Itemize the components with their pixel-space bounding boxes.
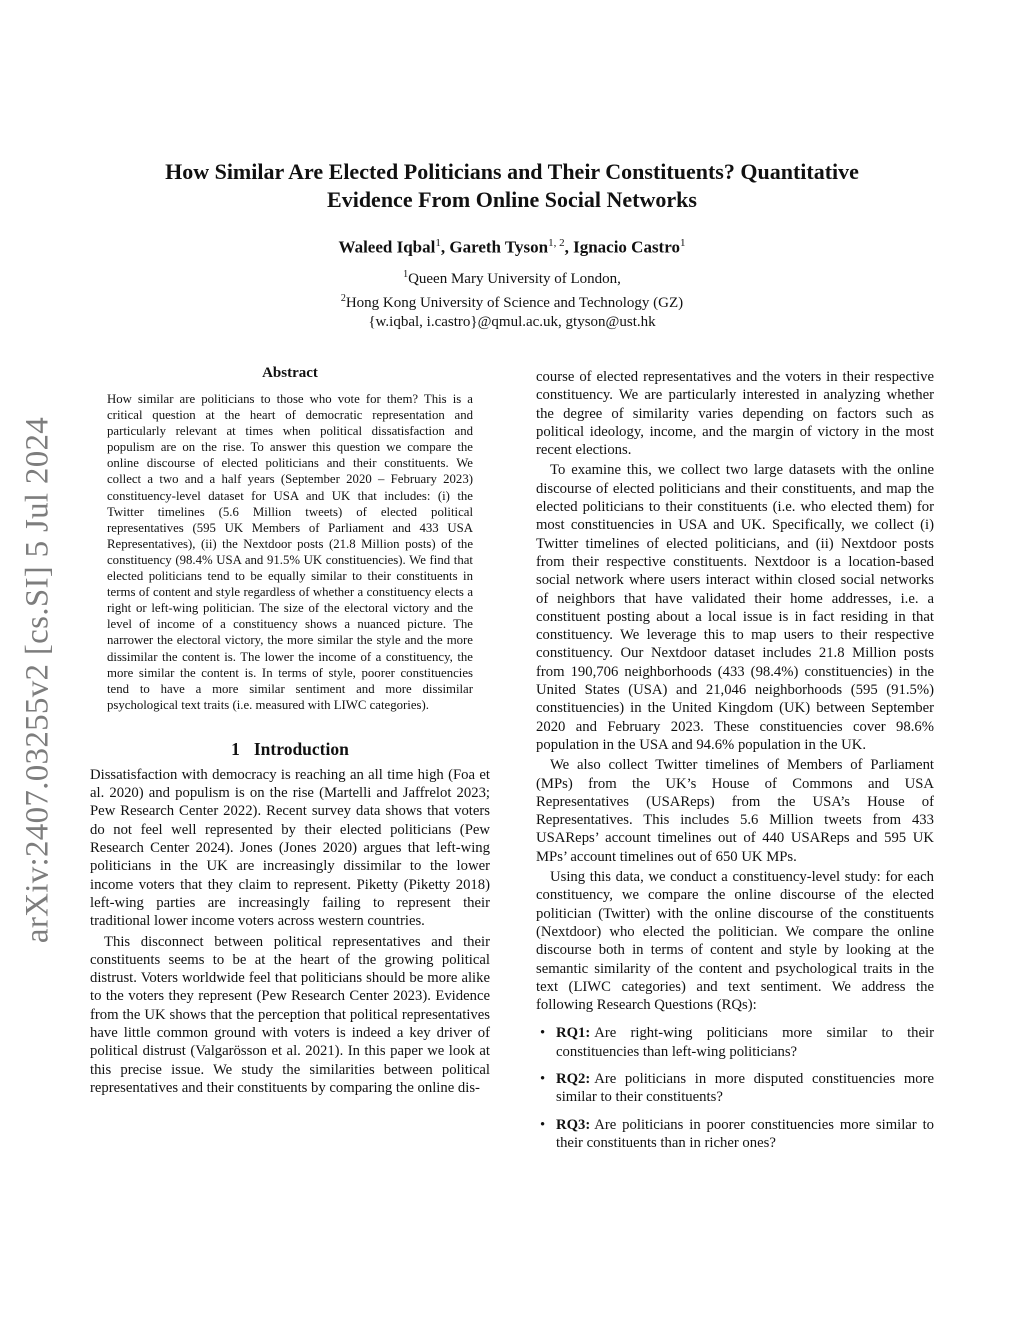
section-number: 1 [231,738,240,759]
affiliations [100,265,924,332]
paragraph: This disconnect between political representatives and their constituents seems to be at the heart of the growing political distrust. Voters worldwide feel that politicians should be more alike to the voters they represent (Pew Research Center 2023). Evidence from the UK shows that the perception that political representatives have little common ground with voters is indeed a key driver of political distrust (Valgarösson et al. 2021). In this paper we look at this precise issue. We study the similarities between political representatives and their constituents by comparing the online dis- [90,933,490,1096]
author-list: Waleed Iqbal$^1$, Gareth Tyson$^{1, 2}$, Ignacio Castro$^1$ [338,237,686,257]
right-column [536,368,934,1161]
affiliation-1 [100,265,924,289]
author-affil-mark: 1, 2 [548,237,565,249]
left-column [90,365,490,1097]
bullet-icon: • [540,1116,546,1133]
paragraph: course of elected representatives and the voters in their respective constituency. We are particularly interested in analyzing whether the degree of similarity varies depending on factors such as political ideology, income, and the margin of victory in the most recent elections. [536,369,934,459]
list-item [536,1024,934,1061]
abstract-text: How similar are politicians to those who vote for them? This is a critical question at the heart of democratic representation and particularly relevant at times when political dissatisfaction and populism are on the rise. To answer this question we compare the online discourse of elected politicians and their constituents. We collect a two and a half years (September 2020 – February 2023) constituency-level dataset for USA and UK that includes: (i) the Twitter timelines (5.6 Million tweets) of elected political representatives (595 UK Members of Parliament and 433 USA Representatives), (ii) the Nextdoor posts (21.8 Million posts) of the constituency (98.4% USA and 91.5% UK constituencies). We find that elected politicians tend to be equally similar to their constituents in terms of content and style regardless of whether a constituency elects a right or left-wing politician. The size of the electoral victory and the level of income of a constituency shows a nuanced picture. The narrower the electoral victory, the more similar the style and the more dissimilar the content is. The lower the income of a constituency, the more similar the content is. In terms of style, poorer constituencies tend to have a more similar sentiment and more dissimilar psychological text traits (i.e. measured with LIWC categories). [107,392,473,712]
abstract-heading: Abstract [262,365,318,381]
paragraph: We also collect Twitter timelines of Members of Parliament (MPs) from the UK’s House of Commons and USA Representatives (USAReps) from the USA’s House of Representatives. This includes 5.6 Million tweets from 433 USAReps’ account timelines out of 440 USAReps and 595 UK MPs’ account timelines out of 650 UK MPs. [536,757,934,865]
author-affil-mark: 1 [435,237,441,249]
affiliation-2 [100,289,924,313]
affiliation-number: 1 [403,269,409,280]
bullet-icon: • [540,1025,546,1042]
rq-label: RQ2: [556,1070,591,1087]
rq-label: RQ3: [556,1116,591,1133]
section-title: Introduction [253,738,349,759]
affiliation-text: Hong Kong University of Science and Technology (GZ) [345,295,684,311]
author-name: Waleed Iqbal [338,237,436,257]
title-line-2: Evidence From Online Social Networks [327,187,697,212]
author-emails: {w.iqbal, i.castro}@qmul.ac.uk, gtyson@ust.hk [368,314,656,330]
title-line-1: How Similar Are Elected Politicians and Their Constituents? Quantitative [165,159,859,184]
list-item [536,1116,934,1153]
author-name: Gareth Tyson [449,237,549,257]
paper-title [100,158,924,214]
rq-label: RQ1: [556,1025,591,1042]
rq-text: Are politicians in more disputed constituencies more similar to their constituents? [556,1070,934,1106]
research-questions-list [536,1024,934,1152]
affiliation-text: Queen Mary University of London, [408,271,621,287]
bullet-icon: • [540,1070,546,1087]
paragraph: To examine this, we collect two large datasets with the online discourse of elected politicians and their constituents, and map the elected politicians to their constituents (i.e. who elected them) for most constituencies in USA and UK. Specifically, we collect (i) Twitter timelines of elected politicians, and (ii) Nextdoor posts from their respective constituents. Nextdoor is a location-based social network where users interact within closed social networks of neighbors that have validated their home addresses, i.e. a constituent posting about a local issue is in fact residing in that constituency. We leverage this to map users to their respective constituency. Our Nextdoor dataset includes 21.8 Million posts from 190,706 neighborhoods (433 (98.4%) constituencies) in the United States (USA) and 21,046 neighborhoods (595 (91.5%) constituencies) in the United Kingdom (UK) between September 2020 and February 2023. These constituencies cover 98.6% population in the USA and 94.6% population in the UK. [536,462,934,753]
rq-text: Are politicians in poorer constituencies more similar to their constituents than in richer ones? [556,1116,934,1151]
list-item [536,1070,934,1107]
author-affil-mark: 1 [679,237,686,249]
paragraph: Dissatisfaction with democracy is reaching an all time high (Foa et al. 2020) and populism is on the rise (Martelli and Jaffrelot 2023; Pew Research Center 2022). Recent survey data shows that voters do not feel well represented by their elected politicians (Pew Research Center 2024). Jones (Jones 2020) argues that left-wing politicians in the UK are increasingly dissimilar to the lower income voters that they claim to represent. Piketty (Piketty 2018) left-wing parties are increasingly failing to represent their traditional lower income voters across western countries. [90,766,490,930]
rq-text: Are right-wing politicians more similar to their constituencies than left-wing politicians? [556,1025,934,1060]
affiliation-number: 2 [340,293,346,304]
author-name: Ignacio Castro [573,237,680,257]
arxiv-identifier: arXiv:2407.03255v2 [cs.SI] 5 Jul 2024 [19,416,56,944]
arxiv-sidebar [8,390,68,970]
paragraph: Using this data, we conduct a constituency-level study: for each constituency, we compare the online discourse of the elected politician (Twitter) with the online discourse of the constituents (Nextdoor) who elected the politician. We compare the online discourse both in terms of content and style by looking at the semantic similarity of the content and psychological traits in the text (LIWC categories) and text sentiment. We address the following Research Questions (RQs): [536,869,934,1014]
section-heading-introduction [90,739,490,760]
